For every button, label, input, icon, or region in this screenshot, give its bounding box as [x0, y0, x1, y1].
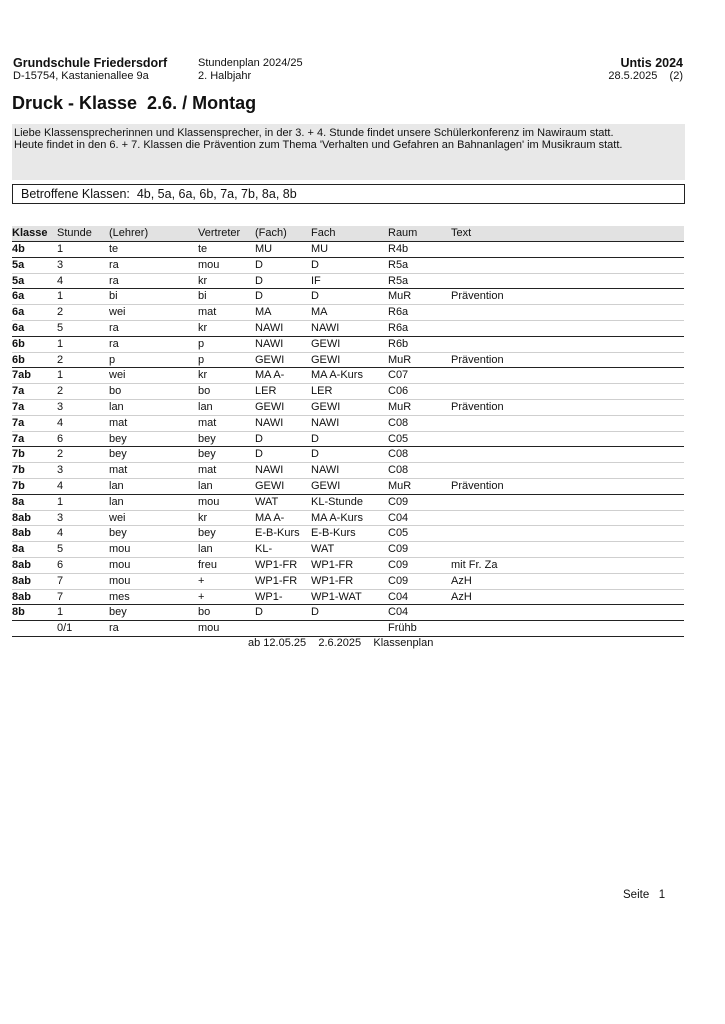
cell-stunde: 1: [57, 290, 64, 303]
cell-fach-orig: D: [255, 448, 263, 461]
header-text: Text: [451, 227, 472, 239]
cell-stunde: 2: [57, 306, 64, 319]
cell-vertreter: mou: [198, 622, 220, 635]
cell-lehrer: wei: [109, 369, 126, 382]
cell-vertreter: kr: [198, 369, 208, 382]
page-number: Seite 1: [623, 889, 666, 901]
cell-fach-orig: GEWI: [255, 400, 285, 413]
table-row: [12, 353, 684, 369]
cell-raum: C09: [388, 495, 409, 508]
cell-lehrer: bey: [109, 527, 127, 540]
cell-vertreter: bi: [198, 290, 207, 303]
cell-fach-orig: D: [255, 432, 263, 445]
cell-raum: R5a: [388, 258, 409, 271]
cell-stunde: 7: [57, 590, 64, 603]
cell-klasse: 7b: [12, 448, 25, 461]
cell-fach-orig: WP1-FR: [255, 574, 298, 587]
cell-vertreter: mat: [198, 306, 217, 319]
cell-vertreter: bo: [198, 606, 211, 619]
cell-stunde: 3: [57, 258, 64, 271]
cell-stunde: 4: [57, 416, 64, 429]
cell-fach: IF: [311, 274, 321, 287]
substitution-table: [12, 226, 684, 637]
cell-klasse: 7a: [12, 416, 25, 429]
table-row: [12, 416, 684, 432]
header-fach: Fach: [311, 227, 336, 239]
cell-lehrer: bo: [109, 385, 122, 398]
cell-klasse: 8ab: [12, 558, 31, 571]
cell-fach-orig: E-B-Kurs: [255, 527, 300, 540]
cell-fach-orig: GEWI: [255, 353, 285, 366]
table-row: [12, 479, 684, 495]
cell-fach: D: [311, 290, 319, 303]
cell-raum: MuR: [388, 400, 412, 413]
table-row: [12, 574, 684, 590]
table-row: [12, 511, 684, 527]
cell-raum: C04: [388, 590, 409, 603]
table-row: [12, 605, 684, 621]
cell-fach: D: [311, 606, 319, 619]
table-row: [12, 368, 684, 384]
cell-raum: MuR: [388, 290, 412, 303]
cell-klasse: 6a: [12, 321, 25, 334]
cell-stunde: 4: [57, 479, 64, 492]
cell-stunde: 4: [57, 527, 64, 540]
cell-vertreter: mat: [198, 464, 217, 477]
cell-fach-orig: NAWI: [255, 321, 284, 334]
cell-stunde: 7: [57, 574, 64, 587]
cell-fach: KL-Stunde: [311, 495, 363, 508]
cell-klasse: 8a: [12, 543, 25, 556]
table-row: [12, 526, 684, 542]
cell-lehrer: lan: [109, 479, 124, 492]
cell-vertreter: mou: [198, 495, 220, 508]
table-row: [12, 463, 684, 479]
cell-raum: C08: [388, 416, 409, 429]
cell-raum: C09: [388, 543, 409, 556]
cell-fach-orig: NAWI: [255, 464, 284, 477]
cell-lehrer: bey: [109, 606, 127, 619]
cell-stunde: 1: [57, 495, 64, 508]
header-vertreter: Vertreter: [198, 227, 241, 239]
cell-klasse: 6a: [12, 306, 25, 319]
cell-raum: C06: [388, 385, 409, 398]
cell-text: Prävention: [451, 479, 504, 492]
cell-fach: MU: [311, 243, 329, 255]
cell-stunde: 5: [57, 321, 64, 334]
cell-lehrer: ra: [109, 622, 119, 635]
cell-fach-orig: MU: [255, 243, 273, 255]
cell-raum: MuR: [388, 353, 412, 366]
cell-text: mit Fr. Za: [451, 558, 498, 571]
cell-raum: C08: [388, 464, 409, 477]
cell-lehrer: wei: [109, 511, 126, 524]
cell-fach: NAWI: [311, 321, 340, 334]
cell-klasse: 4b: [12, 243, 25, 255]
cell-lehrer: mat: [109, 416, 128, 429]
notice-box: [12, 124, 685, 180]
table-row: [12, 495, 684, 511]
cell-fach: WP1-FR: [311, 558, 354, 571]
cell-stunde: 2: [57, 448, 64, 461]
cell-text: AzH: [451, 574, 472, 587]
cell-raum: C04: [388, 511, 409, 524]
cell-fach-orig: KL-: [255, 543, 273, 556]
table-row: [12, 258, 684, 274]
cell-vertreter: lan: [198, 400, 213, 413]
header-raum: Raum: [388, 227, 418, 239]
cell-lehrer: mou: [109, 558, 131, 571]
table-row: [12, 447, 684, 463]
header-stunde: Stunde: [57, 227, 92, 239]
cell-stunde: 4: [57, 274, 64, 287]
table-row: [12, 558, 684, 574]
cell-fach: GEWI: [311, 337, 341, 350]
cell-fach-orig: MA A-: [255, 511, 285, 524]
cell-klasse: 8b: [12, 606, 25, 619]
cell-fach: D: [311, 432, 319, 445]
affected-classes: Betroffene Klassen: 4b, 5a, 6a, 6b, 7a, 7b, 8a, 8b: [12, 184, 685, 204]
cell-vertreter: bey: [198, 448, 216, 461]
cell-fach: NAWI: [311, 464, 340, 477]
cell-klasse: 7a: [12, 400, 25, 413]
school-address: D-15754, Kastanienallee 9a: [13, 70, 149, 82]
cell-text: Prävention: [451, 400, 504, 413]
cell-fach: MA A-Kurs: [311, 511, 363, 524]
cell-fach: MA A-Kurs: [311, 369, 363, 382]
cell-klasse: 8ab: [12, 590, 31, 603]
cell-stunde: 3: [57, 400, 64, 413]
table-row: [12, 400, 684, 416]
cell-stunde: 3: [57, 464, 64, 477]
cell-fach: GEWI: [311, 400, 341, 413]
cell-fach-orig: LER: [255, 385, 277, 398]
cell-raum: C08: [388, 448, 409, 461]
cell-raum: C04: [388, 606, 409, 619]
cell-raum: R5a: [388, 274, 409, 287]
plan-title: Stundenplan 2024/25: [198, 57, 303, 69]
cell-lehrer: bi: [109, 290, 118, 303]
cell-klasse: 8a: [12, 495, 25, 508]
cell-fach: D: [311, 258, 319, 271]
cell-vertreter: kr: [198, 321, 208, 334]
cell-raum: R4b: [388, 243, 409, 255]
table-row: [12, 305, 684, 321]
table-row: [12, 384, 684, 400]
cell-fach-orig: NAWI: [255, 416, 284, 429]
cell-fach-orig: WAT: [255, 495, 279, 508]
footer-note: ab 12.05.25 2.6.2025 Klassenplan: [248, 637, 434, 649]
school-name: Grundschule Friedersdorf: [13, 56, 168, 70]
cell-klasse: 6b: [12, 353, 25, 366]
table-row: [12, 337, 684, 353]
header-lehrer: (Lehrer): [109, 227, 149, 239]
cell-lehrer: bey: [109, 448, 127, 461]
cell-fach: LER: [311, 385, 333, 398]
cell-stunde: 1: [57, 243, 64, 255]
cell-raum: C09: [388, 574, 409, 587]
cell-vertreter: p: [198, 337, 205, 350]
cell-raum: R6a: [388, 321, 409, 334]
cell-vertreter: kr: [198, 511, 208, 524]
header-klasse: Klasse: [12, 227, 48, 239]
cell-raum: R6a: [388, 306, 409, 319]
cell-stunde: 3: [57, 511, 64, 524]
cell-raum: C05: [388, 527, 409, 540]
cell-lehrer: p: [109, 353, 116, 366]
cell-lehrer: lan: [109, 495, 124, 508]
cell-lehrer: lan: [109, 400, 124, 413]
cell-stunde: 1: [57, 369, 64, 382]
cell-fach: GEWI: [311, 479, 341, 492]
cell-vertreter: lan: [198, 543, 213, 556]
cell-text: Prävention: [451, 353, 504, 366]
cell-vertreter: +: [198, 590, 205, 603]
table-body: [12, 242, 684, 637]
cell-raum: R6b: [388, 337, 409, 350]
cell-fach: NAWI: [311, 416, 340, 429]
cell-lehrer: mou: [109, 543, 131, 556]
cell-lehrer: ra: [109, 258, 119, 271]
cell-klasse: 7a: [12, 432, 25, 445]
cell-klasse: 8ab: [12, 511, 31, 524]
cell-klasse: 6a: [12, 290, 25, 303]
table-row: [12, 242, 684, 258]
cell-klasse: 8ab: [12, 527, 31, 540]
cell-vertreter: freu: [198, 558, 217, 571]
cell-fach-orig: MA A-: [255, 369, 285, 382]
cell-fach: WP1-FR: [311, 574, 354, 587]
cell-fach: WP1-WAT: [311, 590, 362, 603]
cell-klasse: 6b: [12, 337, 25, 350]
cell-vertreter: mou: [198, 258, 220, 271]
cell-lehrer: mes: [109, 590, 130, 603]
table-row: [12, 590, 684, 606]
cell-stunde: 5: [57, 543, 64, 556]
cell-raum: C05: [388, 432, 409, 445]
cell-vertreter: te: [198, 243, 208, 255]
print-date: 28.5.2025 (2): [608, 70, 683, 82]
cell-fach-orig: WP1-FR: [255, 558, 298, 571]
cell-vertreter: bey: [198, 432, 216, 445]
cell-vertreter: +: [198, 574, 205, 587]
cell-fach: WAT: [311, 543, 335, 556]
cell-lehrer: mou: [109, 574, 131, 587]
cell-lehrer: ra: [109, 321, 119, 334]
cell-vertreter: bo: [198, 385, 211, 398]
cell-fach-orig: MA: [255, 306, 272, 319]
cell-fach-orig: NAWI: [255, 337, 284, 350]
cell-text: Prävention: [451, 290, 504, 303]
cell-lehrer: ra: [109, 274, 119, 287]
cell-vertreter: kr: [198, 274, 208, 287]
notice-line-2: Heute findet in den 6. + 7. Klassen die Prävention zum Thema 'Verhalten und Gefahren an Bahnanlagen' im Musikraum statt.: [14, 139, 623, 151]
cell-stunde: 6: [57, 558, 64, 571]
cell-lehrer: ra: [109, 337, 119, 350]
table-header: [12, 226, 684, 242]
cell-stunde: 0/1: [57, 622, 73, 635]
cell-vertreter: mat: [198, 416, 217, 429]
app-name: Untis 2024: [620, 56, 683, 70]
cell-raum: MuR: [388, 479, 412, 492]
cell-lehrer: mat: [109, 464, 128, 477]
cell-stunde: 1: [57, 337, 64, 350]
cell-fach-orig: D: [255, 606, 263, 619]
cell-text: AzH: [451, 590, 472, 603]
cell-fach: E-B-Kurs: [311, 527, 356, 540]
notice-line-1: Liebe Klassensprecherinnen und Klassensprecher, in der 3. + 4. Stunde findet unsere Schülerkonferenz im Nawiraum statt.: [14, 127, 614, 139]
cell-fach-orig: D: [255, 290, 263, 303]
cell-raum: Frühb: [388, 622, 417, 635]
cell-stunde: 1: [57, 606, 64, 619]
table-row: [12, 274, 684, 290]
table-row: [12, 321, 684, 337]
cell-fach-orig: WP1-: [255, 590, 283, 603]
cell-klasse: 7a: [12, 385, 25, 398]
cell-fach-orig: D: [255, 274, 263, 287]
page-title: Druck - Klasse 2.6. / Montag: [12, 93, 257, 113]
cell-fach-orig: D: [255, 258, 263, 271]
cell-klasse: 7ab: [12, 369, 31, 382]
table-row: [12, 621, 684, 637]
cell-lehrer: wei: [109, 306, 126, 319]
cell-lehrer: bey: [109, 432, 127, 445]
cell-klasse: 7b: [12, 479, 25, 492]
cell-raum: C07: [388, 369, 409, 382]
cell-fach: MA: [311, 306, 328, 319]
table-row: [12, 432, 684, 448]
cell-vertreter: lan: [198, 479, 213, 492]
header-fach-orig: (Fach): [255, 227, 287, 239]
cell-klasse: 7b: [12, 464, 25, 477]
cell-fach: D: [311, 448, 319, 461]
cell-lehrer: te: [109, 243, 119, 255]
cell-vertreter: bey: [198, 527, 216, 540]
cell-vertreter: p: [198, 353, 205, 366]
cell-stunde: 6: [57, 432, 64, 445]
cell-klasse: 5a: [12, 258, 25, 271]
cell-fach: GEWI: [311, 353, 341, 366]
table-row: [12, 289, 684, 305]
cell-raum: C09: [388, 558, 409, 571]
cell-klasse: 5a: [12, 274, 25, 287]
cell-fach-orig: GEWI: [255, 479, 285, 492]
table-row: [12, 542, 684, 558]
cell-stunde: 2: [57, 353, 64, 366]
cell-klasse: 8ab: [12, 574, 31, 587]
cell-stunde: 2: [57, 385, 64, 398]
plan-term: 2. Halbjahr: [198, 70, 252, 82]
